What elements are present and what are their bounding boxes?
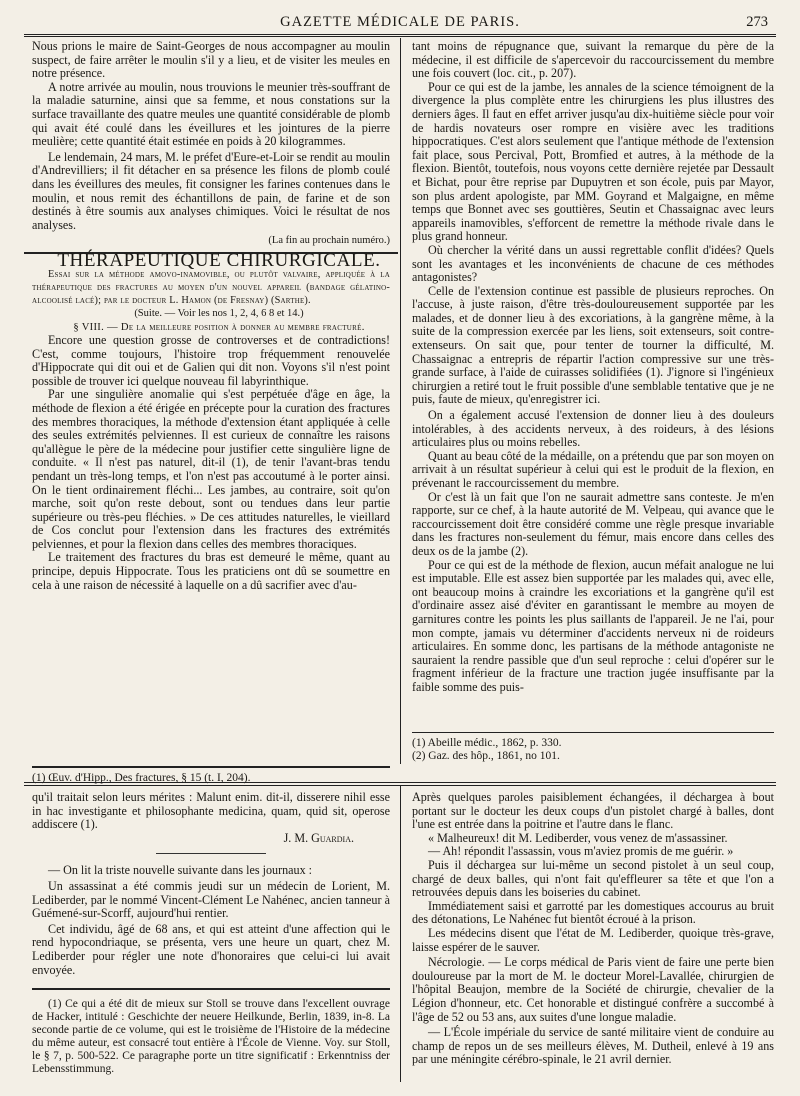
article-paragraph: Pour ce qui est de la jambe, les annales de la science témoignent de la divergence la plus complète entre les chirurgiens les plus illustres des derniers âges. Il faut en effet arriver jusqu'au dix-huitième siècle pour voir de hardis novateurs oser rompre en visière avec les traditions hippocratiques. C'est alors seulement que l'antique méthode de l'extension fait place, sous Percival, Pott, Bromfied et autres, à la méthode de la flexion. Bientôt, toutefois, nous voyons cette dernière rejetée par Dessault et Bichat, pour être reprise par Dupuytren et son école, puis par Mayor, son plus ardent apologiste, par MM. Goyrand et Malgaigne, en même temps que Bonnet avec ses gouttières, Seutin et Chassaignac avec leurs appareils inamovibles, s'efforcent de remettre la méthode rivale dans le plus grand honneur. [412, 79, 774, 244]
upper-right-column [412, 40, 774, 695]
footnote-lower-left [32, 998, 390, 1076]
section-title: THÉRAPEUTIQUE CHIRURGICALE. [57, 249, 381, 271]
article-paragraph: Encore une question grosse de controverses et de contradictions! C'est, comme toujours, l'histoire trop fréquemment renouvelée d'Hippocrate qui dit oui et de Galien qui dit non. Voyons s'il n'est point possible de trouver ici quelque nouveau fil labyrinthique. [32, 332, 390, 388]
footnote-rule-left [32, 766, 390, 768]
page-number: 273 [746, 14, 768, 30]
footnote-right [412, 737, 774, 763]
continued-note: (La fin au prochain numéro.) [268, 235, 390, 247]
article-paragraph: Puis il déchargea sur lui-même un second pistolet à un seul coup, chargé de deux balles, qui n'ont fait qu'effleurer sa tête et que l'on a retrouvées depuis dans les boiseries du cabinet. [412, 857, 774, 900]
footnote-rule-lower [32, 988, 390, 990]
article-paragraph: Cet individu, âgé de 68 ans, et qui est atteint d'une affection qui le rend hypocondriaque, se présenta, vers une heure un quart, chez M. Lediberder pour régler une note d'honoraires que celui-ci lui avait envoyée. [32, 921, 390, 977]
obituary-paragraph: Nécrologie. — Le corps médical de Paris vient de faire une perte bien douloureuse par la mort de M. le docteur Morel-Lavallée, chirurgien de l'hôpital Beaujon, membre de la Société de chirurgie, chevalier de la Légion d'honneur, etc. Cet honorable et distingué confrère a succombé à l'âge de 52 ou 53 ans, aux suites d'une longue maladie. [412, 955, 774, 1024]
footnote-text: (1) Abeille médic., 1862, p. 330. [412, 737, 562, 749]
article-paragraph: Nous prions le maire de Saint-Georges de nous accompagner au moulin suspect, de faire arrêter le moulin s'il y a lieu, et de visiter les meules en notre présence. [32, 39, 390, 81]
article-paragraph: On a également accusé l'extension de donner lieu à des douleurs intolérables, à des accidents nerveux, à des roideurs, à des lésions articulaires plus ou moins rebelles. [412, 408, 774, 450]
article-paragraph: Un assassinat a été commis jeudi sur un médecin de Lorient, M. Lediberder, par le nommé Vincent-Clément Le Nahénec, ancien tanneur à Guémené-sur-Scorff, aujourd'hui rentier. [32, 878, 390, 921]
footnote-text: (1) Ce qui a été dit de mieux sur Stoll se trouve dans l'excellent ouvrage de Hacker, intitulé : Geschichte der neuere Heilkunde, Berlin, 1839, in-8. La seconde partie de ce volume, qui est le troisième de l'Histoire de la médecine du même auteur, est consacré tout entière à l'École de Vienne. Voy. sur Stoll, le § 7, p. 500-522. Ce paragraphe porte un titre significatif : Erkenntniss der Lebensstimmung. [32, 998, 390, 1075]
article-paragraph: — Ah! répondit l'assassin, vous m'aviez promis de me guérir. » [428, 844, 734, 859]
header-rule [24, 34, 776, 35]
article-paragraph: A notre arrivée au moulin, nous trouvions le meunier très-souffrant de la maladie saturnine, ainsi que sa femme, et nous constations sur la surface travaillante des quatre meules une quantité considérable de plomb qui avait été coulé dans les éveillures et les jointures de la pierre meulière; cette quantité était estimée en poids à 20 kilogrammes. [32, 79, 390, 149]
article-paragraph: — On lit la triste nouvelle suivante dans les journaux : [48, 863, 312, 878]
short-rule [156, 853, 266, 854]
article-paragraph: Pour ce qui est de la méthode de flexion, aucun méfait analogue ne lui est imputable. Elle est assez bien supportée par les malades qui, avec elle, ont beaucoup moins à craindre les excoriations et la gangrène qu'il est d'ordinaire assez aisé d'éviter en garantissant le membre au moyen de garnitures contre les points les plus saillants de l'appareil. Je ne l'ai, pour mon compte, jamais vu déterminer d'accidents nerveux ni de roideurs articulaires. En somme donc, les partisans de la méthode antagoniste ne sauraient la rendre passible que d'un seul reproche : celui d'opérer sur le fragment inférieur de la fracture une traction jugée insuffisante par la faible somme des puis- [412, 557, 774, 694]
article-paragraph: Immédiatement saisi et garrotté par les domestiques accourus au bruit des détonations, Le Nahénec fut bientôt écroué à la prison. [412, 898, 774, 927]
article-paragraph: Le lendemain, 24 mars, M. le préfet d'Eure-et-Loir se rendit au moulin d'Andrevilliers; il fit détacher en sa présence les filons de plomb coulé dans les éveillures des meules, fit consigner les farines contenues dans le moulin, et nous remit des échantillons de pain, de farine et de son destinés à être soumis aux analyses chimiques. Voici le résultat de nos analyses. [32, 149, 390, 232]
article-paragraph: tant moins de répugnance que, suivant la remarque du père de la médecine, il est difficile de s'apercevoir du raccourcissement du membre une fois couvert (loc. cit., p. 207). [412, 39, 774, 81]
section-divider [24, 782, 776, 783]
column-divider-lower [400, 786, 401, 1082]
signature: J. M. Guardia. [283, 830, 354, 845]
article-paragraph: « Malheureux! dit M. Lediberder, vous venez de m'assassiner. [428, 830, 728, 845]
article-paragraph: Par une singulière anomalie qui s'est perpétuée d'âge en âge, la méthode de flexion a été érigée en précepte pour la curation des fractures des membres thoraciques, la méthode d'extension étant appliquée à celle des seules extrémités pelviennes. Il est curieux de connaître les raisons qu'allègue le père de la médecine pour justifier cette singulière ligne de conduite. « Il n'est pas naturel, dit-il (1), de tenir l'avant-bras tendu pendant un très-long temps, et l'on n'est pas accoutumé à le porter ainsi. On le tient ordinairement fléchi... Les jambes, au contraire, soit qu'on marche, soit qu'on reste debout, sont ou tendues dans leur partie supérieure ou très-peu fléchies. » De ces attitudes naturelles, le vieillard de Cos conclut pour l'extension dans les fractures des extrémités pelviennes, et pour la flexion dans celles des membres thoraciques. [32, 387, 390, 551]
article-paragraph: Or c'est là un fait que l'on ne saurait admettre sans conteste. Je m'en rapporte, sur ce chef, à la haute autorité de M. Velpeau, qui avance que le raccourcissement doit être considéré comme une règle presque invariable dans les fractures non-seulement du fémur, mais encore dans celles des deux os de la jambe (2). [412, 489, 774, 558]
upper-left-column [32, 40, 390, 592]
column-divider-upper [400, 38, 401, 764]
footnote-left [32, 772, 390, 785]
article-paragraph: — L'École impériale du service de santé militaire vient de conduire au champ de repos un de ses meilleurs élèves, M. Dutheil, enlevé à 19 ans par une méningite cérébro-spinale, le 21 avril dernier. [412, 1025, 774, 1067]
section-divider-double [24, 785, 776, 786]
article-title: Essai sur la méthode amovo-inamovible, ou plutôt valvaire, appliquée à la thérapeutique des fractures au moyen d'un nouvel appareil (bandage gélatino-alcoolisé lacé); par le docteur L. Hamon (de Fresnay) (Sarthe). [32, 268, 390, 307]
suite-note: (Suite. — Voir les nos 1, 2, 4, 6 8 et 14.) [134, 308, 304, 320]
lower-left-column [32, 791, 390, 977]
footnote-rule-right [412, 732, 774, 733]
article-paragraph: qu'il traitait selon leurs mérites : Malunt enim. dit-il, disserere nihil esse in hac investigante et philosophante medicina, quam, quid sit, operose addiscere (1). [32, 790, 390, 832]
article-paragraph: Quant au beau côté de la médaille, on a prétendu que par son moyen on arrivait à un résultat supérieur à celui qui est le produit de la flexion, en prévenant le raccourcissement du membre. [412, 448, 774, 490]
journal-title: GAZETTE MÉDICALE DE PARIS. [280, 14, 520, 30]
article-paragraph: Où chercher la vérité dans un aussi regrettable conflit d'idées? Quels sont les avantages et les inconvénients de chacune de ces méthodes antagonistes? [412, 242, 774, 285]
article-paragraph: Les médecins disent que l'état de M. Lediberder, quoique très-grave, laisse espérer de le sauver. [412, 925, 774, 954]
footnote-text: (2) Gaz. des hôp., 1861, no 101. [412, 750, 560, 762]
article-paragraph: Celle de l'extension continue est passible de plusieurs reproches. On l'accuse, à juste raison, d'être très-douloureusement supportée par les malades, et de donner lieu à des excoriations, à la gangrène même, à la suite de la compression exercée par les liens, soit extenseurs, soit contre-extenseurs. On sait que, pour tenter de tourner la difficulté, M. Chassaignac a entrepris de répartir l'action compressive sur une très-grande surface, à l'aide de cuirasses solidifiées (1). J'ignore si l'ingénieux chirurgien a retiré tout le fruit possible d'une semblable tentative que je ne puis, faute de mieux, qu'enregistrer ici. [412, 283, 774, 407]
lower-right-column [412, 791, 774, 1067]
article-paragraph: Après quelques paroles paisiblement échangées, il déchargea à bout portant sur le docteur les deux coups d'un pistolet chargé à balles, dont l'une est entrée dans la poitrine et l'autre dans le flanc. [412, 790, 774, 832]
section-heading: § VIII. — De la meilleure position à donner au membre fracturé. [73, 321, 365, 333]
article-paragraph: Le traitement des fractures du bras est demeuré le même, quant au principe, depuis Hippocrate. Tous les praticiens ont dû se soumettre en cela à une raison de nécessité à laquelle on a dû sacrifier avec d'au- [32, 550, 390, 592]
footnote-text: (1) Œuv. d'Hipp., Des fractures, § 15 (t. I, 204). [32, 772, 251, 784]
header-rule-double [24, 36, 776, 37]
